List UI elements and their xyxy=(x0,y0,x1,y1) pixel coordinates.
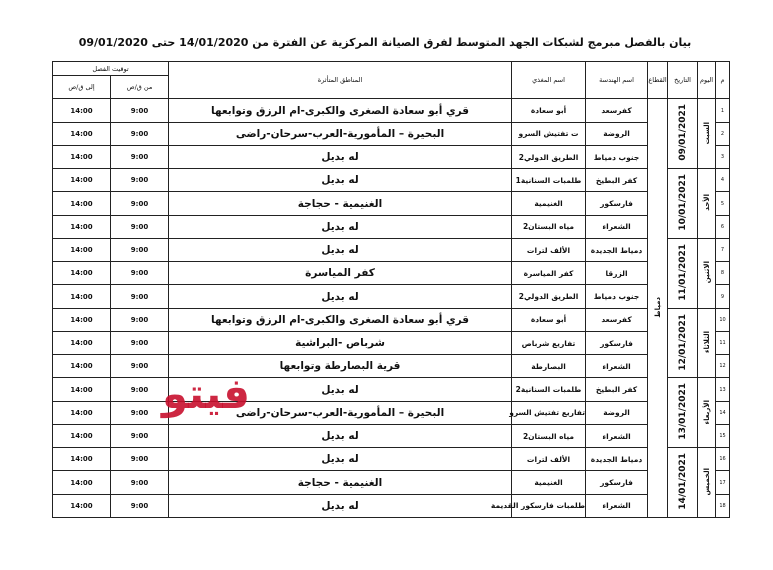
areas-cell: الغنيمية - حجاجة xyxy=(169,192,512,215)
header-index: م xyxy=(716,62,730,99)
time-from-cell: 9:00 xyxy=(111,215,169,238)
day-cell xyxy=(698,169,716,239)
time-from-cell: 9:00 xyxy=(111,122,169,145)
row-index: 13 xyxy=(716,378,730,401)
date-text: 13/01/2021 xyxy=(677,383,688,441)
row-index: 9 xyxy=(716,285,730,308)
header-row xyxy=(53,62,730,76)
schedule-table xyxy=(52,61,730,518)
time-to-cell: 14:00 xyxy=(53,192,111,215)
engineering-cell: الروضة xyxy=(586,401,648,424)
areas-cell: الغنيمية - حجاجة xyxy=(169,471,512,494)
engineering-cell: الشعراء xyxy=(586,355,648,378)
areas-cell: له بديل xyxy=(169,285,512,308)
schedule-body xyxy=(53,62,730,518)
day-cell xyxy=(698,378,716,448)
feeder-cell: البصارطة xyxy=(512,355,586,378)
table-row xyxy=(53,169,730,192)
time-to-cell: 14:00 xyxy=(53,285,111,308)
areas-cell: له بديل xyxy=(169,494,512,517)
feeder-cell: تفاريع شرباص xyxy=(512,331,586,354)
table-row xyxy=(53,262,730,285)
areas-cell: قرية البصارطة وتوابعها xyxy=(169,355,512,378)
feeder-cell: ت تفتيش السرو xyxy=(512,122,586,145)
day-cell xyxy=(698,238,716,308)
watermark-text: فيتو xyxy=(161,369,251,418)
time-from-cell: 9:00 xyxy=(111,285,169,308)
row-index: 10 xyxy=(716,308,730,331)
areas-cell: له بديل xyxy=(169,169,512,192)
time-from-cell: 9:00 xyxy=(111,355,169,378)
row-index: 11 xyxy=(716,331,730,354)
date-text: 14/01/2021 xyxy=(677,453,688,510)
row-index: 1 xyxy=(716,99,730,122)
time-to-cell: 14:00 xyxy=(53,494,111,517)
feeder-cell: طلمبات فارسكور القديمة xyxy=(512,494,586,517)
engineering-cell: كفر البطيخ xyxy=(586,169,648,192)
table-row xyxy=(53,471,730,494)
time-from-cell: 9:00 xyxy=(111,424,169,447)
row-index: 16 xyxy=(716,448,730,471)
time-to-cell: 14:00 xyxy=(53,378,111,401)
time-to-cell: 14:00 xyxy=(53,308,111,331)
date-text: 09/01/2021 xyxy=(677,104,688,162)
time-from-cell: 9:00 xyxy=(111,308,169,331)
feeder-cell: الغنيمية xyxy=(512,471,586,494)
engineering-cell: كفرسعد xyxy=(586,308,648,331)
day-cell xyxy=(698,448,716,518)
date-cell xyxy=(668,448,698,518)
table-row xyxy=(53,378,730,401)
table-row xyxy=(53,99,730,122)
feeder-cell: تفاريع تفتيش السرو xyxy=(512,401,586,424)
table-row xyxy=(53,192,730,215)
header-engineering: اسم الهندسة xyxy=(586,62,648,99)
day-name: الأحد xyxy=(702,194,711,211)
engineering-cell: دمياط الجديدة xyxy=(586,238,648,261)
time-from-cell: 9:00 xyxy=(111,401,169,424)
areas-cell: له بديل xyxy=(169,424,512,447)
feeder-cell: كفر المياسرة xyxy=(512,262,586,285)
engineering-cell: جنوب دمياط xyxy=(586,285,648,308)
time-from-cell: 9:00 xyxy=(111,238,169,261)
time-to-cell: 14:00 xyxy=(53,122,111,145)
engineering-cell: كفر البطيخ xyxy=(586,378,648,401)
row-index: 17 xyxy=(716,471,730,494)
feeder-cell: أبو سعادة xyxy=(512,308,586,331)
date-cell xyxy=(668,378,698,448)
day-cell xyxy=(698,99,716,169)
time-from-cell: 9:00 xyxy=(111,262,169,285)
areas-cell: البحيرة – المأمورية-العرب-سرحان-راضى xyxy=(169,401,512,424)
row-index: 18 xyxy=(716,494,730,517)
row-index: 6 xyxy=(716,215,730,238)
time-to-cell: 14:00 xyxy=(53,401,111,424)
row-index: 12 xyxy=(716,355,730,378)
header-to: إلى ق/ص xyxy=(53,76,111,99)
day-cell xyxy=(698,308,716,378)
table-row xyxy=(53,285,730,308)
row-index: 4 xyxy=(716,169,730,192)
time-to-cell: 14:00 xyxy=(53,448,111,471)
table-row xyxy=(53,494,730,517)
areas-cell: قري أبو سعادة الصغرى والكبرى-ام الرزق وتوابعها xyxy=(169,308,512,331)
feeder-cell: مياه البستان2 xyxy=(512,215,586,238)
header-date: التاريخ xyxy=(668,62,698,99)
header-from: من ق/ص xyxy=(111,76,169,99)
time-from-cell: 9:00 xyxy=(111,494,169,517)
time-to-cell: 14:00 xyxy=(53,424,111,447)
time-to-cell: 14:00 xyxy=(53,355,111,378)
day-name: الثلاثاء xyxy=(702,330,711,354)
table-row xyxy=(53,238,730,261)
areas-cell: له بديل xyxy=(169,145,512,168)
row-index: 14 xyxy=(716,401,730,424)
feeder-cell: الألف لترات xyxy=(512,448,586,471)
header-feeder: اسم المغذي xyxy=(512,62,586,99)
row-index: 7 xyxy=(716,238,730,261)
areas-cell: البحيرة – المأمورية-العرب-سرحان-راضى xyxy=(169,122,512,145)
table-row xyxy=(53,331,730,354)
engineering-cell: الشعراء xyxy=(586,215,648,238)
table-row xyxy=(53,145,730,168)
engineering-cell: الزرقا xyxy=(586,262,648,285)
time-to-cell: 14:00 xyxy=(53,99,111,122)
watermark-logo xyxy=(158,368,254,416)
row-index: 8 xyxy=(716,262,730,285)
time-from-cell: 9:00 xyxy=(111,448,169,471)
feeder-cell: الطريق الدولي2 xyxy=(512,285,586,308)
time-from-cell: 9:00 xyxy=(111,169,169,192)
date-cell xyxy=(668,308,698,378)
areas-cell: له بديل xyxy=(169,378,512,401)
table-row xyxy=(53,215,730,238)
time-to-cell: 14:00 xyxy=(53,215,111,238)
feeder-cell: طلمبات السنانية2 xyxy=(512,378,586,401)
feeder-cell: أبو سعادة xyxy=(512,99,586,122)
header-day: اليوم xyxy=(698,62,716,99)
sector-cell xyxy=(648,99,668,518)
sector-name: دمياط xyxy=(653,296,662,318)
time-from-cell: 9:00 xyxy=(111,471,169,494)
feeder-cell: الغنيمية xyxy=(512,192,586,215)
table-row xyxy=(53,355,730,378)
table-row xyxy=(53,424,730,447)
header-areas: المناطق المتأثرة xyxy=(169,62,512,99)
time-to-cell: 14:00 xyxy=(53,331,111,354)
date-cell xyxy=(668,99,698,169)
feeder-cell: الطريق الدولي2 xyxy=(512,145,586,168)
engineering-cell: فارسكور xyxy=(586,192,648,215)
date-text: 11/01/2021 xyxy=(677,243,688,301)
feeder-cell: طلمبات السنانية1 xyxy=(512,169,586,192)
page-title: بيان بالفصل مبرمج لشبكات الجهد المتوسط لفرق الصيانة المركزية عن الفترة من 14/01/2020 حتى 09/01/2020 xyxy=(78,36,692,49)
row-index: 15 xyxy=(716,424,730,447)
engineering-cell: دمياط الجديدة xyxy=(586,448,648,471)
table-row xyxy=(53,308,730,331)
areas-cell: له بديل xyxy=(169,215,512,238)
time-from-cell: 9:00 xyxy=(111,192,169,215)
date-cell xyxy=(668,238,698,308)
engineering-cell: جنوب دمياط xyxy=(586,145,648,168)
date-cell xyxy=(668,169,698,239)
table-row xyxy=(53,122,730,145)
row-index: 5 xyxy=(716,192,730,215)
header-sector: القطاع xyxy=(648,62,668,99)
row-index: 2 xyxy=(716,122,730,145)
engineering-cell: فارسكور xyxy=(586,471,648,494)
engineering-cell: الشعراء xyxy=(586,424,648,447)
areas-cell: له بديل xyxy=(169,238,512,261)
time-to-cell: 14:00 xyxy=(53,262,111,285)
feeder-cell: الألف لترات xyxy=(512,238,586,261)
areas-cell: شرباص -البراشية xyxy=(169,331,512,354)
engineering-cell: الشعراء xyxy=(586,494,648,517)
day-name: السبت xyxy=(702,121,711,144)
feeder-cell: مياه البستان2 xyxy=(512,424,586,447)
engineering-cell: فارسكور xyxy=(586,331,648,354)
table-row xyxy=(53,401,730,424)
time-to-cell: 14:00 xyxy=(53,471,111,494)
row-index: 3 xyxy=(716,145,730,168)
day-name: الاثنين xyxy=(702,261,711,284)
time-to-cell: 14:00 xyxy=(53,238,111,261)
areas-cell: كفر المياسرة xyxy=(169,262,512,285)
time-from-cell: 9:00 xyxy=(111,99,169,122)
header-time-group: توقيت الفصل xyxy=(53,62,169,76)
day-name: الأربعاء xyxy=(702,399,711,424)
time-to-cell: 14:00 xyxy=(53,169,111,192)
date-text: 10/01/2021 xyxy=(677,174,688,231)
time-to-cell: 14:00 xyxy=(53,145,111,168)
time-from-cell: 9:00 xyxy=(111,378,169,401)
engineering-cell: كفرسعد xyxy=(586,99,648,122)
day-name: الخميس xyxy=(702,467,711,496)
engineering-cell: الروضة xyxy=(586,122,648,145)
table-row xyxy=(53,448,730,471)
time-from-cell: 9:00 xyxy=(111,145,169,168)
time-from-cell: 9:00 xyxy=(111,331,169,354)
areas-cell: له بديل xyxy=(169,448,512,471)
areas-cell: قري أبو سعادة الصغرى والكبرى-ام الرزق وتوابعها xyxy=(169,99,512,122)
date-text: 12/01/2021 xyxy=(677,313,688,371)
